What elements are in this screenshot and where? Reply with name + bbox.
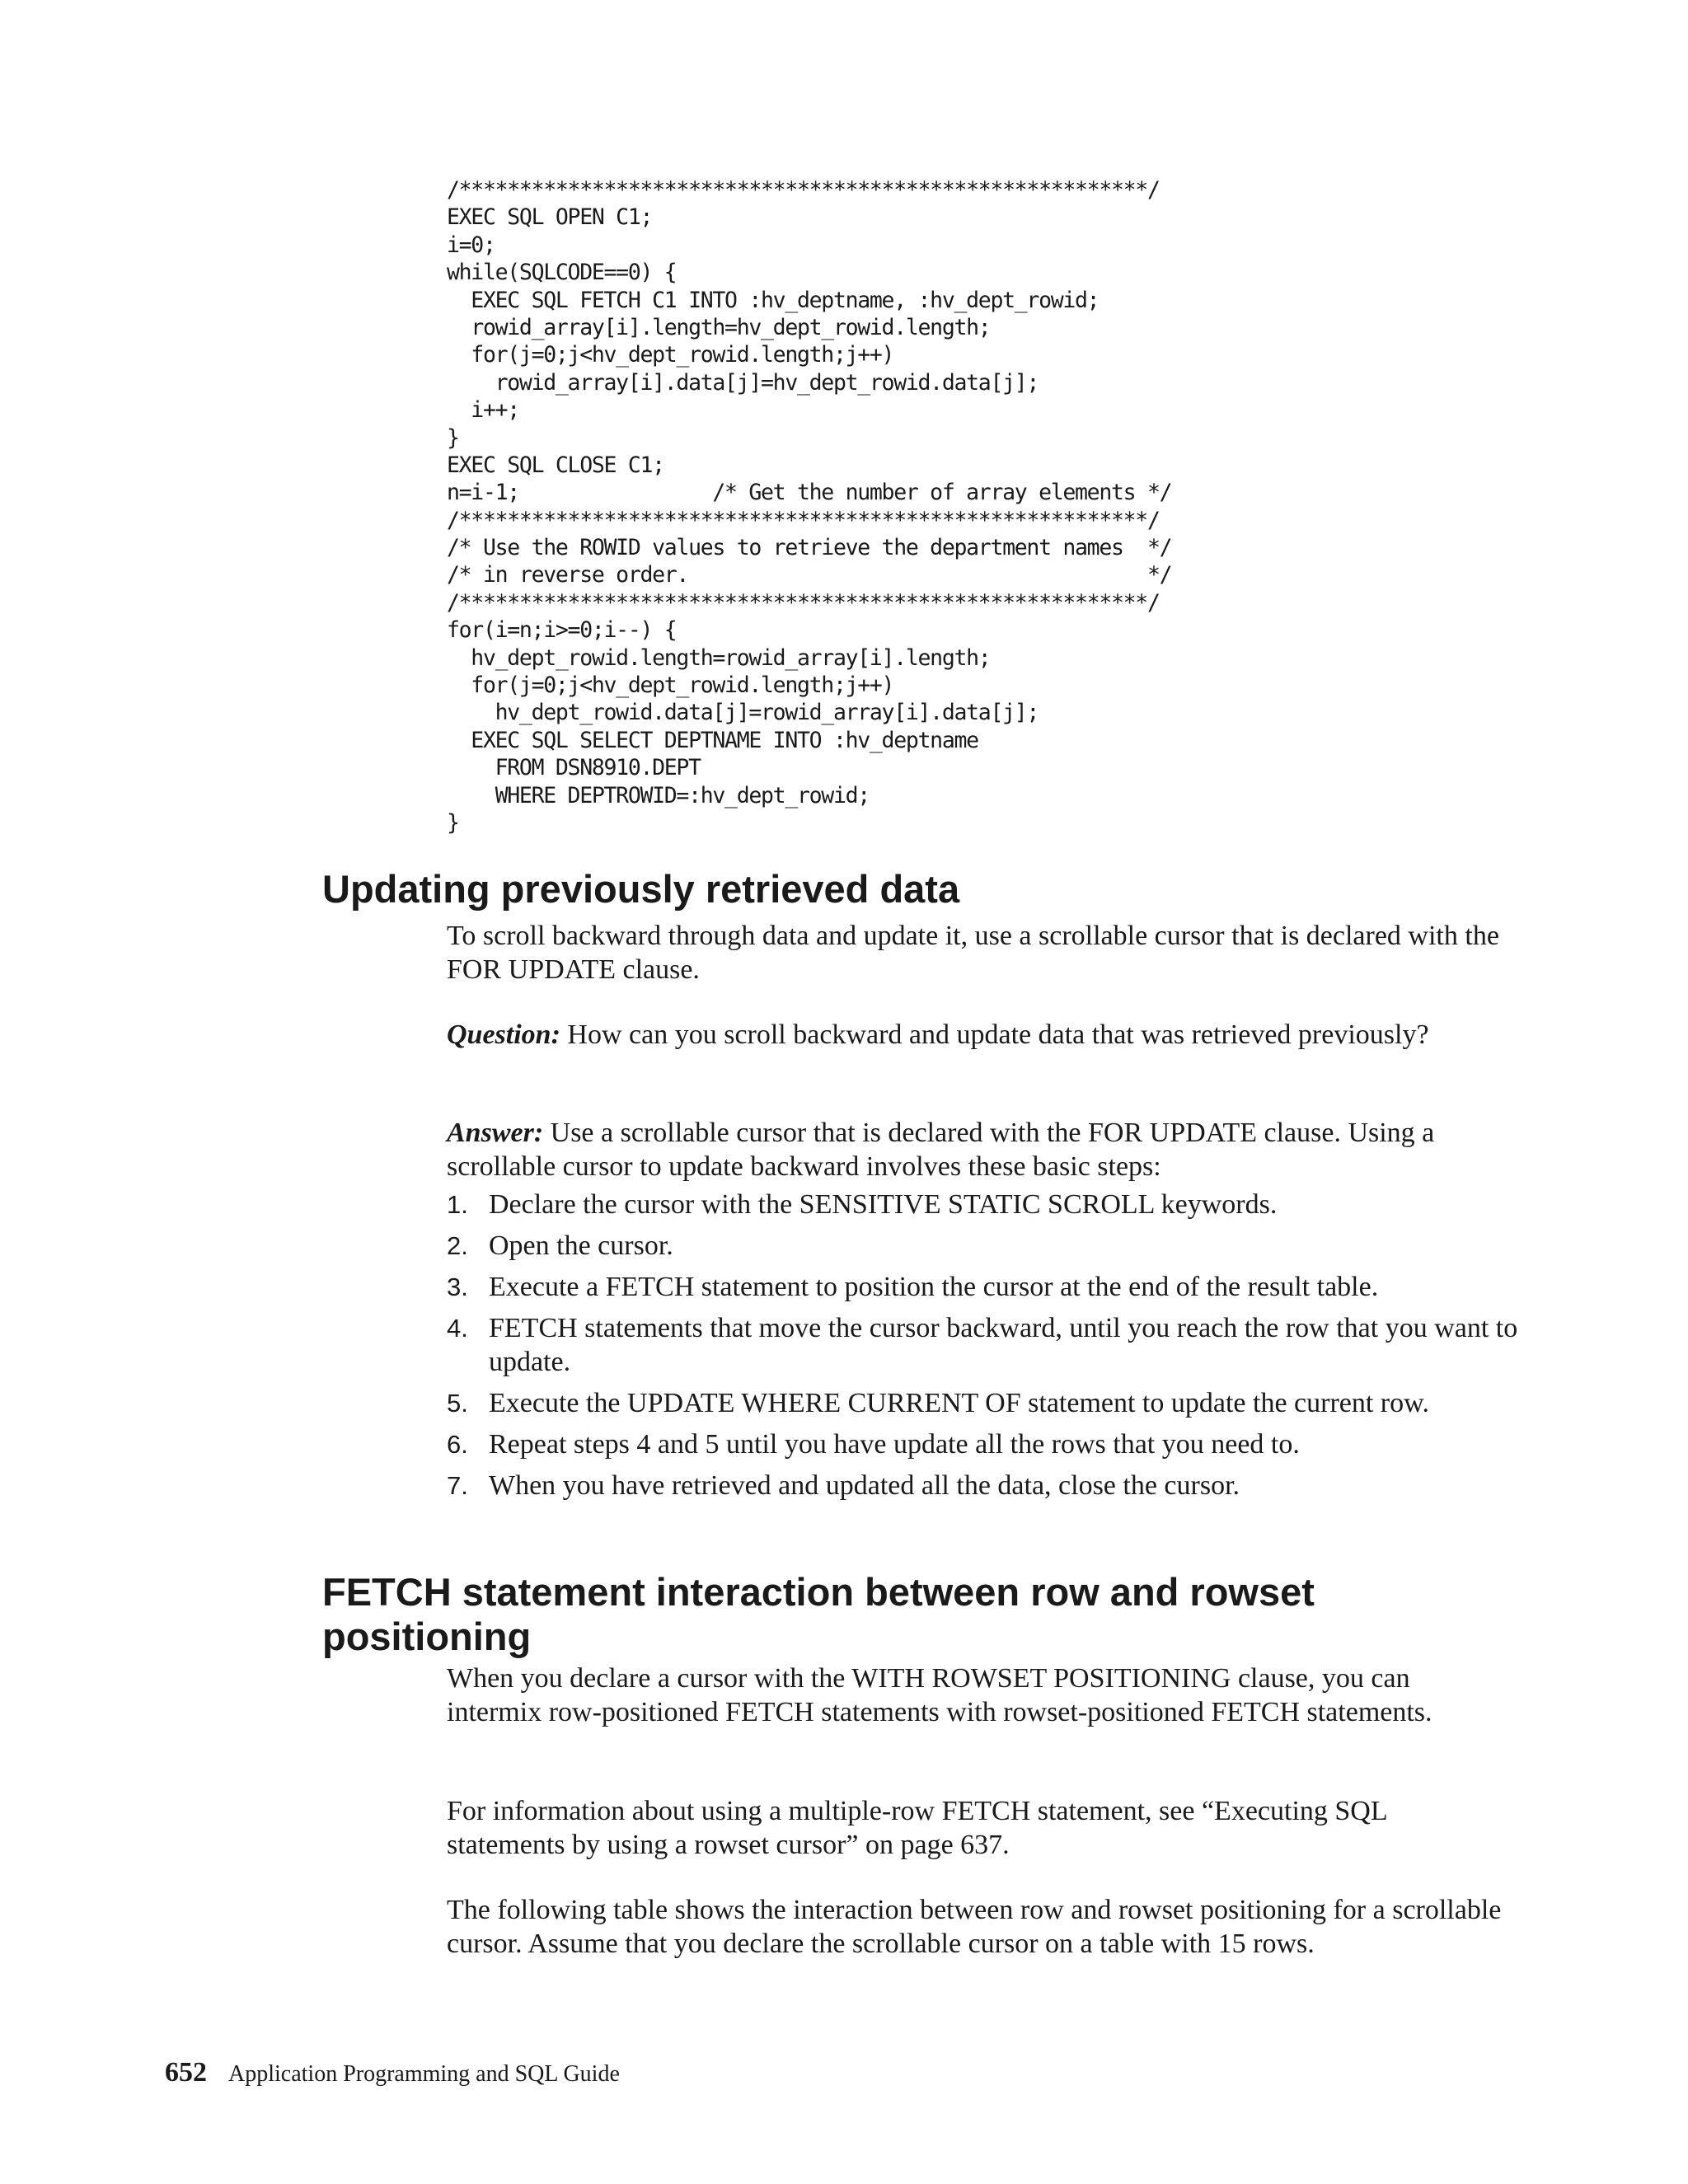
answer-label: Answer: [447, 1118, 544, 1148]
code-listing [447, 176, 1171, 837]
code-line: /*********************************************************/ [447, 589, 1160, 616]
rowset-positioning-paragraph: When you declare a cursor with the WITH ROWSET POSITIONING clause, you can intermix row-positioned FETCH statements with rowset-positioned FETCH statements. [447, 1663, 1432, 1727]
code-line: hv_dept_rowid.length=rowid_array[i].length; [447, 644, 991, 671]
step-text: FETCH statements that move the cursor backward, until you reach the row that you want to update. [489, 1313, 1518, 1377]
section-heading-fetch-interaction: FETCH statement interaction between row and rowset positioning [322, 1570, 1315, 1658]
step-number: 1. [447, 1190, 468, 1219]
step-number: 7. [447, 1470, 468, 1500]
step-number: 5. [447, 1388, 468, 1418]
answer-paragraph [447, 1117, 1510, 1183]
page-number: 652 [165, 2057, 207, 2088]
question-label: Question: [447, 1019, 560, 1050]
step-text: Execute a FETCH statement to position the cursor at the end of the result table. [489, 1272, 1379, 1302]
steps-list [447, 1188, 1518, 1511]
code-line: i=0; [447, 232, 495, 258]
code-line: /* in reverse order. */ [447, 562, 1172, 588]
step-number: 3. [447, 1272, 468, 1301]
code-line: while(SQLCODE==0) { [447, 260, 677, 286]
code-line: EXEC SQL OPEN C1; [447, 204, 653, 231]
code-line: hv_dept_rowid.data[j]=rowid_array[i].data[j]; [447, 700, 1039, 726]
code-line: WHERE DEPTROWID=:hv_dept_rowid; [447, 782, 870, 808]
code-line: EXEC SQL SELECT DEPTNAME INTO :hv_deptname [447, 727, 978, 753]
code-line: for(j=0;j<hv_dept_rowid.length;j++) [447, 673, 894, 699]
code-line: } [447, 809, 459, 836]
section-heading-updating: Updating previously retrieved data [322, 867, 960, 911]
intro-paragraph: To scroll backward through data and update it, use a scrollable cursor that is declared with the FOR UPDATE clause. [447, 921, 1499, 985]
page-footer [165, 2057, 620, 2088]
table-intro-paragraph: The following table shows the interaction between row and rowset positioning for a scrollable cursor. Assume that you declare the scrollable cursor on a table with 15 rows. [447, 1895, 1502, 1959]
step-text: Repeat steps 4 and 5 until you have update all the rows that you need to. [489, 1428, 1300, 1460]
code-line: rowid_array[i].data[j]=hv_dept_rowid.data[j]; [447, 369, 1039, 396]
book-title: Application Programming and SQL Guide [228, 2061, 620, 2087]
question-paragraph [447, 1019, 1510, 1052]
code-line: /*********************************************************/ [447, 177, 1160, 203]
code-line: /*********************************************************/ [447, 507, 1160, 533]
code-line: i++; [447, 397, 519, 424]
code-line: rowid_array[i].length=hv_dept_rowid.length; [447, 314, 991, 340]
code-line: n=i-1; /* Get the number of array elements */ [447, 480, 1172, 506]
cross-reference-paragraph: For information about using a multiple-row FETCH statement, see “Executing SQL statements by using a rowset cursor” on page 637. [447, 1796, 1387, 1860]
step-number: 2. [447, 1231, 468, 1260]
code-line: for(i=n;i>=0;i--) { [447, 617, 677, 644]
list-item [447, 1271, 1518, 1305]
step-text: Execute the UPDATE WHERE CURRENT OF statement to update the current row. [489, 1387, 1429, 1418]
code-line: EXEC SQL CLOSE C1; [447, 452, 664, 478]
step-number: 6. [447, 1429, 468, 1459]
code-line: EXEC SQL FETCH C1 INTO :hv_deptname, :hv_dept_rowid; [447, 287, 1100, 313]
answer-text: Use a scrollable cursor that is declared with the FOR UPDATE clause. Using a scrollable cursor to update backward involves these basic steps: [447, 1118, 1435, 1182]
code-line: FROM DSN8910.DEPT [447, 755, 701, 781]
code-line: /* Use the ROWID values to retrieve the department names */ [447, 535, 1172, 561]
step-text: When you have retrieved and updated all the data, close the cursor. [489, 1469, 1240, 1501]
step-text: Open the cursor. [489, 1230, 673, 1261]
question-text: How can you scroll backward and update data that was retrieved previously? [560, 1019, 1429, 1050]
step-number: 4. [447, 1314, 468, 1343]
list-item [447, 1188, 1518, 1222]
list-item [447, 1387, 1518, 1421]
step-text: Declare the cursor with the SENSITIVE STATIC SCROLL keywords. [489, 1189, 1278, 1220]
list-item [447, 1312, 1518, 1379]
list-item [447, 1230, 1518, 1263]
list-item [447, 1469, 1518, 1503]
list-item [447, 1428, 1518, 1462]
code-line: } [447, 424, 459, 451]
code-line: for(j=0;j<hv_dept_rowid.length;j++) [447, 342, 894, 368]
